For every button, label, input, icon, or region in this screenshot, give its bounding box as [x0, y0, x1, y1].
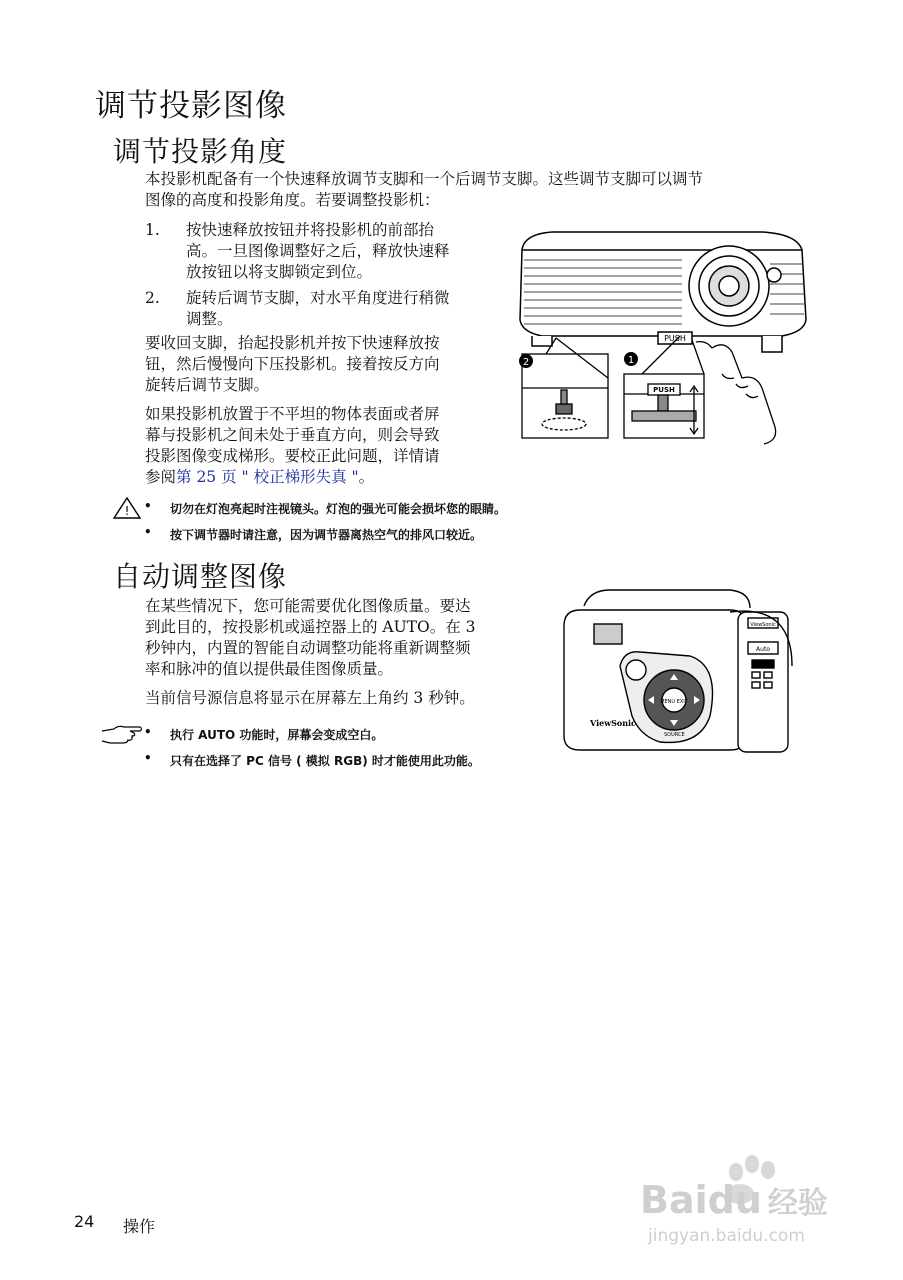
push-label-top: PUSH — [664, 334, 686, 343]
step-line: 调整。 — [186, 310, 233, 328]
brand-label: ViewSonic — [590, 718, 636, 728]
step-number: 2. — [145, 289, 160, 307]
warning-text: 切勿在灯泡亮起时注视镜头。灯泡的强光可能会损坏您的眼睛。 — [170, 502, 507, 516]
step-line: 按快速释放按钮并将投影机的前部抬 — [186, 221, 435, 239]
step-1-text — [186, 220, 450, 283]
source-label: SOURCE — [664, 732, 685, 738]
baidu-watermark — [640, 1150, 860, 1254]
retract-line: 钮，然后慢慢向下压投影机。接着按反方向 — [145, 355, 440, 373]
retract-text — [145, 333, 440, 396]
watermark-url: jingyan.baidu.com — [648, 1226, 805, 1246]
step-number: 1. — [145, 221, 160, 239]
intro-text — [145, 169, 703, 211]
uneven-line: 如果投影机放置于不平坦的物体表面或者屏 — [145, 405, 440, 423]
push-label-inset: PUSH — [653, 386, 675, 394]
warning-icon — [112, 496, 142, 520]
source-info-text: 当前信号源信息将显示在屏幕左上角约 3 秒钟。 — [145, 689, 475, 707]
page-number: 24 — [74, 1212, 95, 1231]
step-line: 高。一旦图像调整好之后，释放快速释 — [186, 242, 450, 260]
watermark-brand — [640, 1178, 828, 1222]
projector-top-figure — [560, 586, 810, 754]
auto-line: 在某些情况下，您可能需要优化图像质量。要达 — [145, 597, 471, 615]
step-line: 放按钮以将支脚锁定到位。 — [186, 263, 373, 281]
step-line: 旋转后调节支脚，对水平角度进行稍微 — [186, 289, 450, 307]
section-heading-auto: 自动调整图像 — [113, 560, 288, 593]
menu-label: MENU EXIT — [660, 699, 688, 705]
auto-line: 到此目的，按投影机或遥控器上的 AUTO。在 3 — [145, 618, 476, 636]
note-text: 只有在选择了 PC 信号 ( 模拟 RGB) 时才能使用此功能。 — [170, 754, 480, 768]
remote-brand-label: ViewSonic — [750, 622, 776, 628]
ref-prefix: 参阅 — [145, 468, 177, 486]
section-heading-angle: 调节投影角度 — [113, 135, 288, 168]
retract-line: 要收回支脚，抬起投影机并按下快速释放按 — [145, 334, 440, 352]
marker-1-label: 1 — [627, 355, 635, 366]
auto-text — [145, 596, 476, 680]
watermark-cn: 经验 — [767, 1186, 828, 1221]
watermark-brand-2: du — [707, 1178, 762, 1222]
auto-line: 秒钟内，内置的智能自动调整功能将重新调整频 — [145, 639, 471, 657]
note-text: 执行 AUTO 功能时，屏幕会变成空白。 — [170, 728, 384, 742]
footer-section: 操作 — [123, 1217, 156, 1236]
svg-text:!: ! — [124, 504, 130, 518]
intro-line: 本投影机配备有一个快速释放调节支脚和一个后调节支脚。这些调节支脚可以调节 — [145, 170, 704, 188]
keystone-link[interactable]: 第 25 页 " 校正梯形失真 " — [176, 468, 359, 486]
remote-auto-label: Auto — [756, 646, 770, 653]
retract-line: 旋转后调节支脚。 — [145, 376, 270, 394]
auto-line: 率和脉冲的值以提供最佳图像质量。 — [145, 660, 394, 678]
watermark-brand-1: Bai — [640, 1178, 708, 1222]
marker-2-label: 2 — [522, 357, 530, 368]
uneven-line: 幕与投影机之间未处于垂直方向，则会导致 — [145, 426, 440, 444]
warning-text: 按下调节器时请注意，因为调节器离热空气的排风口较近。 — [170, 528, 483, 542]
pointing-hand-icon — [100, 723, 144, 745]
step-2-text — [186, 288, 450, 330]
page-title: 调节投影图像 — [95, 88, 287, 124]
intro-line: 图像的高度和投影角度。若要调整投影机： — [145, 191, 440, 209]
uneven-text — [145, 404, 440, 488]
ref-suffix: 。 — [358, 468, 375, 486]
projector-feet-figure — [512, 228, 812, 446]
reference-line — [145, 467, 440, 488]
uneven-line: 投影图像变成梯形。要校正此问题，详情请 — [145, 447, 440, 465]
